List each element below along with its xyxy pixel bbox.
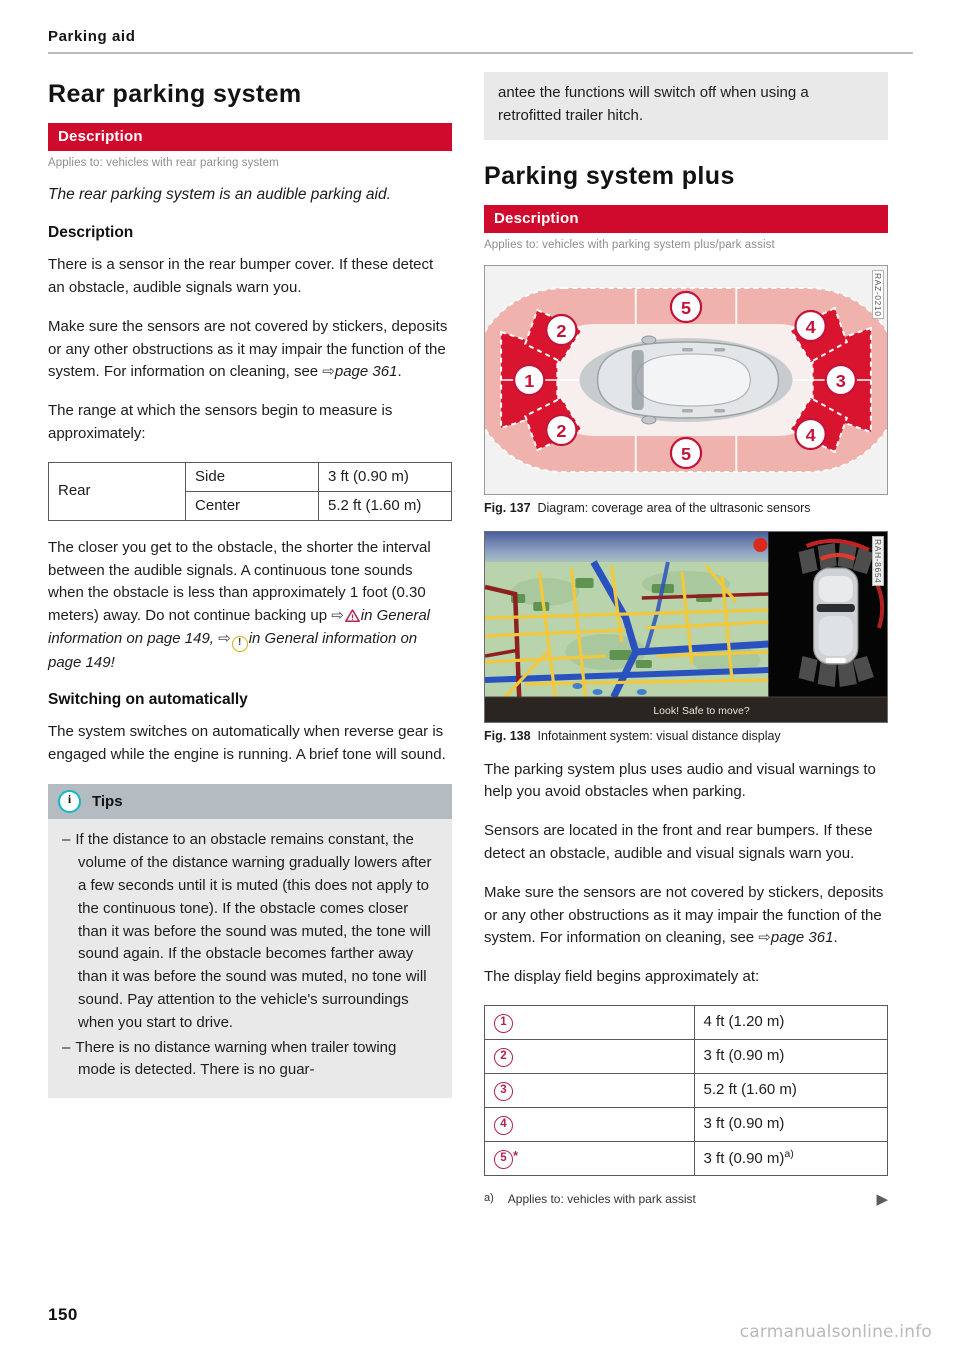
paragraph-sensor-cleaning <box>48 316 452 384</box>
sensor-coverage-diagram <box>485 266 887 494</box>
table-cell-distance: 3 ft (0.90 m) <box>694 1039 887 1073</box>
figure-137-number: Fig. 137 <box>484 500 531 515</box>
paragraph-text-mid: , <box>209 630 219 648</box>
tips-continuation: antee the functions will switch off when using a retrofitted trailer hitch. <box>484 72 888 140</box>
cross-reference-link[interactable]: page 361 <box>334 363 398 381</box>
table-cell-distance <box>694 1141 887 1175</box>
table-row <box>485 1073 888 1107</box>
cross-reference-arrow-icon: ⇨ <box>331 607 344 625</box>
figure-137-image <box>484 265 888 495</box>
footnote-text: Applies to: vehicles with park assist <box>507 1191 696 1206</box>
display-field-table <box>484 1005 888 1176</box>
paragraph-plus-overview: The parking system plus uses audio and visual warnings to help you avoid obstacles when parking. <box>484 760 876 801</box>
table-cell-marker <box>485 1005 695 1039</box>
dash-bullet-icon: – <box>62 1038 71 1056</box>
cross-reference-link[interactable]: page 361 <box>770 929 834 947</box>
figure-137-caption <box>484 501 888 515</box>
svg-text:5: 5 <box>680 443 692 464</box>
table-cell-position: Side <box>186 462 319 491</box>
infotainment-screen <box>485 532 887 722</box>
svg-text:2: 2 <box>556 320 567 341</box>
applies-to-note: Applies to: vehicles with parking system plus/park assist <box>484 238 775 251</box>
table-row <box>485 1107 888 1141</box>
paragraph-text: Make sure the sensors are not covered by stickers, deposits or any other obstructions as it may impair the function of the system. For information on cleaning, see <box>48 317 448 381</box>
zone-marker-2: 2 <box>494 1048 513 1067</box>
paragraph-sensor-position: Sensors are located in the front and rear bumpers. If these detect an obstacle, audible and visual signals warn you. <box>484 822 873 862</box>
dash-bullet-icon: – <box>62 831 71 849</box>
description-banner: Description <box>48 123 452 151</box>
tips-body <box>48 819 452 1098</box>
watermark: carmanualsonline.info <box>739 1322 932 1342</box>
svg-text:2: 2 <box>556 420 567 441</box>
figure-137-code: RAZ-0210 <box>872 270 885 320</box>
right-column <box>484 72 888 1206</box>
zone-marker-1: 1 <box>494 1014 513 1033</box>
paragraph-text-end: . <box>397 363 402 381</box>
cross-reference-link[interactable]: in General information on page 149 <box>48 630 418 672</box>
cross-reference-arrow-icon: ⇨ <box>758 929 771 947</box>
zone-marker-5: 5 <box>494 1150 513 1169</box>
asterisk-marker: * <box>513 1147 519 1163</box>
figure-138 <box>484 531 888 743</box>
continuation-arrow-icon: ▶ <box>876 1190 888 1208</box>
table-cell-row-label: Rear <box>49 462 186 520</box>
running-head <box>48 28 913 54</box>
tips-list <box>62 829 438 1082</box>
table-row <box>485 1141 888 1175</box>
paragraph-text-end: . <box>833 929 838 947</box>
table-cell-distance: 3 ft (0.90 m) <box>319 462 452 491</box>
section-title-parking-system-plus: Parking system plus <box>484 161 735 190</box>
page-title: Rear parking system <box>48 80 302 108</box>
notice-exclamation-icon: ! <box>232 636 248 652</box>
header-rule <box>48 52 913 54</box>
paragraph-tone-interval <box>48 537 452 675</box>
list-item-text: There is no distance warning when trailer towing mode is detected. There is no guar- <box>75 1038 397 1079</box>
paragraph-display-field-lead: The display field begins approximately at: <box>484 968 760 986</box>
cross-reference-arrow-icon: ⇨ <box>218 630 231 648</box>
zone-marker-3: 3 <box>494 1082 513 1101</box>
table-cell-marker <box>485 1141 695 1175</box>
table-cell-distance: 5.2 ft (1.60 m) <box>319 491 452 520</box>
table-row <box>49 462 452 491</box>
table-cell-marker <box>485 1107 695 1141</box>
tips-title: Tips <box>92 793 123 811</box>
rear-range-table <box>48 462 452 521</box>
table-cell-position: Center <box>186 491 319 520</box>
figure-137 <box>484 265 888 515</box>
zone-marker-4: 4 <box>494 1116 513 1135</box>
list-item-text: If the distance to an obstacle remains constant, the volume of the distance warning gradually lowers after a few seconds until it is muted (this does not apply to the continuous tone). If the obstacle comes closer than it was before the sound was muted, the tone will sound again. If the obstacle becomes farther away than it was before the sound was muted, no tone will sound. Pay attention to the vehicle's surroundings when you start to drive. <box>75 831 432 1031</box>
intro-paragraph: The rear parking system is an audible parking aid. <box>48 186 391 203</box>
figure-137-caption-text: Diagram: coverage area of the ultrasonic sensors <box>537 500 811 515</box>
list-item <box>62 829 438 1034</box>
svg-text:3: 3 <box>835 370 846 391</box>
paragraph-text-end: ! <box>110 654 115 672</box>
left-column <box>48 72 452 1098</box>
table-cell-distance: 3 ft (0.90 m) <box>694 1107 887 1141</box>
figure-138-status-bar <box>485 700 887 722</box>
svg-text:1: 1 <box>524 370 535 391</box>
paragraph-text: Make sure the sensors are not covered by stickers, deposits or any other obstructions as it may impair the function of the system. For information on cleaning, see <box>484 883 884 947</box>
footnote-mark: a) <box>484 1191 494 1204</box>
paragraph-sensor-cleaning <box>484 882 888 950</box>
figure-138-caption-text: Infotainment system: visual distance display <box>537 728 781 743</box>
table-footnote <box>484 1192 888 1206</box>
cross-reference-arrow-icon: ⇨ <box>322 363 335 381</box>
cross-reference-link[interactable]: in General information on page 149 <box>48 607 431 648</box>
tips-callout <box>48 784 452 1098</box>
svg-text:4: 4 <box>805 424 816 445</box>
warning-triangle-icon <box>345 609 360 622</box>
description-banner: Description <box>484 205 888 233</box>
tips-header <box>48 784 452 819</box>
table-cell-distance: 4 ft (1.20 m) <box>694 1005 887 1039</box>
table-cell-distance: 5.2 ft (1.60 m) <box>694 1073 887 1107</box>
paragraph-auto-switch: The system switches on automatically when reverse gear is engaged while the engine is running. A brief tone will sound. <box>48 722 446 763</box>
table-row <box>485 1005 888 1039</box>
sub-heading-switching-on: Switching on automatically <box>48 690 248 708</box>
figure-138-code: RAH-8654 <box>872 536 885 587</box>
figure-138-status-text: Look! Safe to move? <box>653 704 750 717</box>
figure-138-image <box>484 531 888 723</box>
paragraph-range-lead: The range at which the sensors begin to measure is approximately: <box>48 402 393 443</box>
footnote-reference: a) <box>784 1148 794 1161</box>
distance-value: 3 ft (0.90 m) <box>703 1150 785 1168</box>
list-item <box>62 1037 438 1083</box>
figure-138-caption <box>484 729 888 743</box>
paragraph-sensor-location: There is a sensor in the rear bumper cover. If these detect an obstacle, audible signals warn you. <box>48 256 434 297</box>
table-cell-marker <box>485 1039 695 1073</box>
table-row <box>485 1039 888 1073</box>
info-icon: i <box>58 790 81 813</box>
running-head-text: Parking aid <box>48 28 136 45</box>
paragraph-text: The closer you get to the obstacle, the shorter the interval between the audible signals. A continuous tone sounds when the obstacle is less than approximately 1 foot (0.30 meters) away. Do not continue backing up <box>48 538 431 625</box>
table-cell-marker <box>485 1073 695 1107</box>
svg-text:4: 4 <box>805 316 816 337</box>
figure-138-number: Fig. 138 <box>484 728 531 743</box>
page-number: 150 <box>48 1305 78 1324</box>
sub-heading-description: Description <box>48 224 134 242</box>
applies-to-note: Applies to: vehicles with rear parking system <box>48 157 279 169</box>
svg-text:5: 5 <box>680 297 692 318</box>
